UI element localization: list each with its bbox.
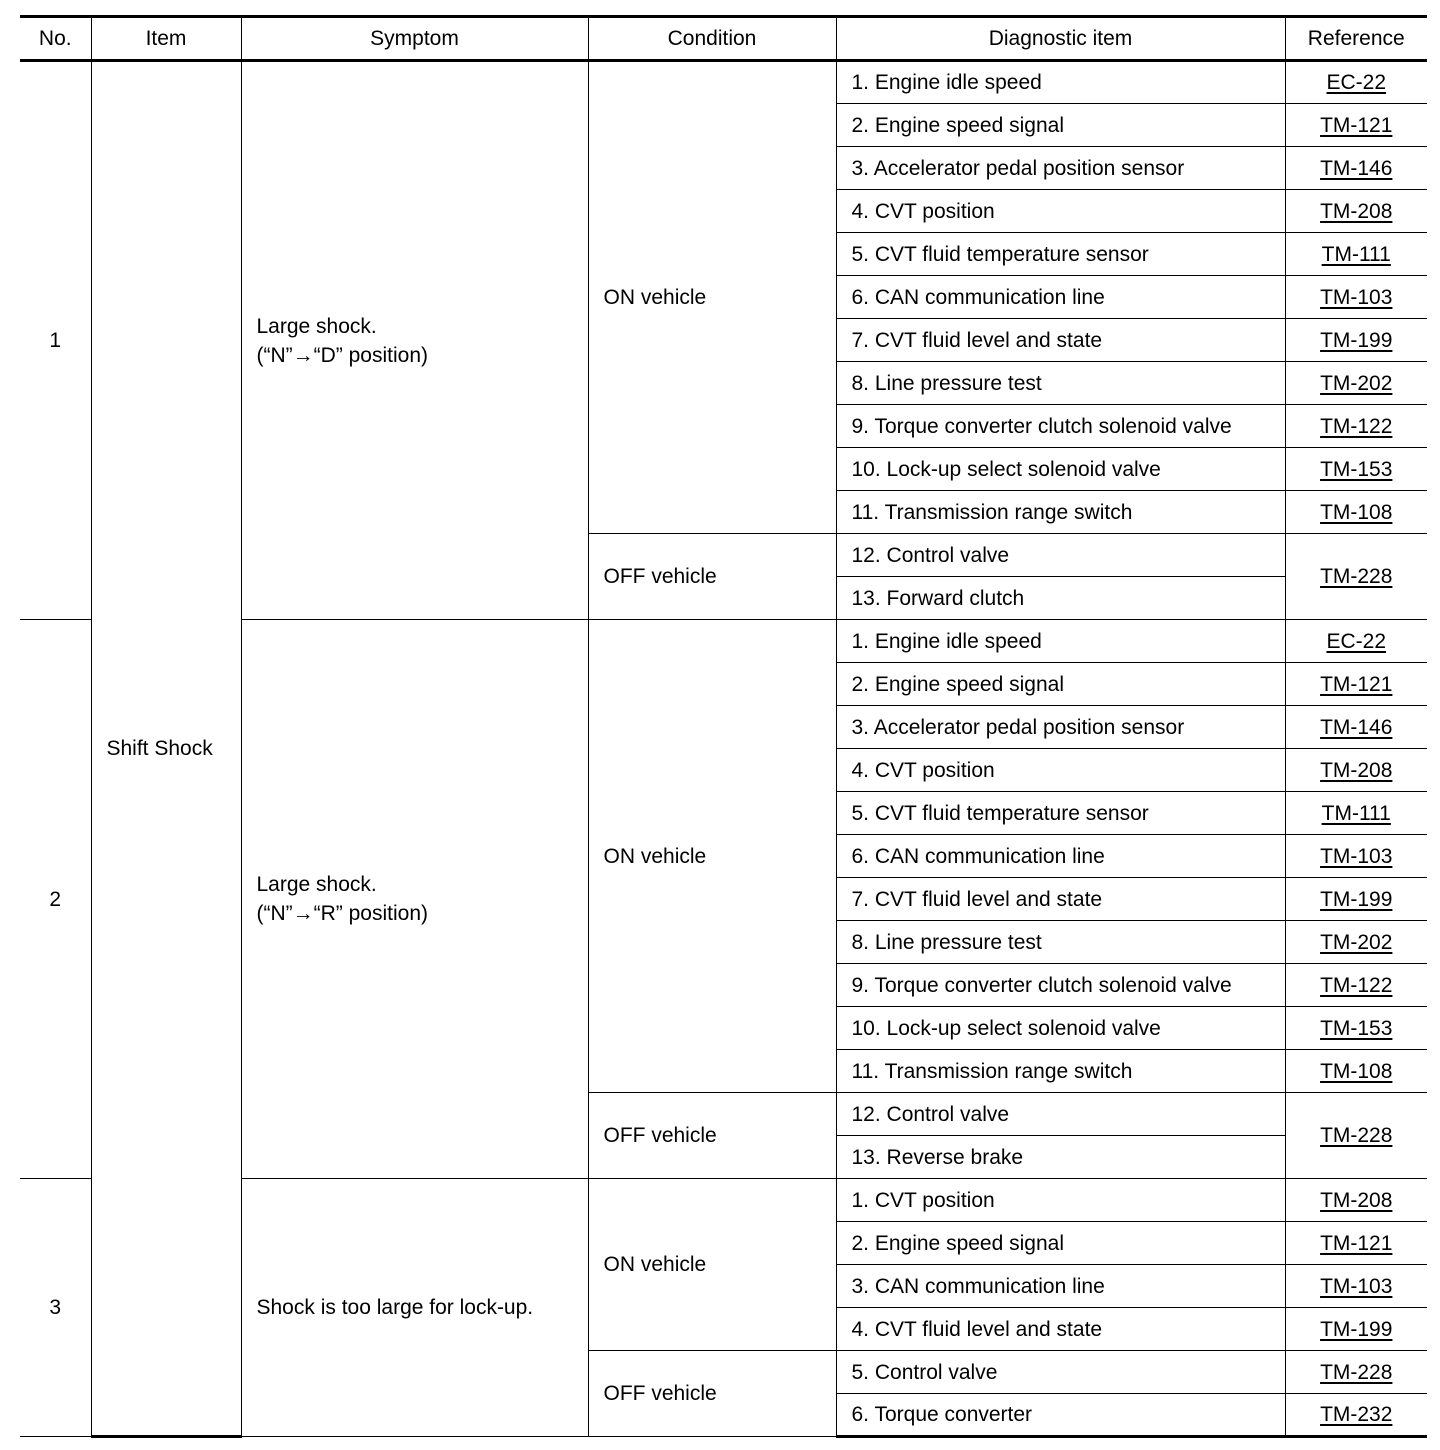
symptom-cell — [241, 620, 588, 1179]
reference-link[interactable]: TM-199 — [1320, 328, 1393, 352]
diagnostic-item: 11. Transmission range switch — [836, 491, 1285, 534]
reference-cell — [1285, 1179, 1427, 1222]
diagnostic-item: 3. Accelerator pedal position sensor — [836, 147, 1285, 190]
reference-link[interactable]: EC-22 — [1326, 71, 1387, 94]
row-number: 2 — [20, 620, 91, 1179]
reference-cell — [1285, 1222, 1427, 1265]
diagnostic-item: 2. Engine speed signal — [836, 663, 1285, 706]
symptom-line: Large shock. — [256, 873, 377, 896]
condition-off-vehicle: OFF vehicle — [588, 534, 836, 620]
reference-cell — [1285, 104, 1427, 147]
reference-cell — [1285, 147, 1427, 190]
reference-cell — [1285, 663, 1427, 706]
diagnosis-table — [20, 15, 1427, 1438]
diagnostic-item: 5. CVT fluid temperature sensor — [836, 233, 1285, 276]
reference-link[interactable]: TM-153 — [1320, 1016, 1393, 1040]
reference-cell — [1285, 964, 1427, 1007]
reference-link[interactable]: TM-199 — [1320, 1317, 1393, 1341]
reference-link[interactable]: TM-122 — [1320, 973, 1393, 997]
diagnostic-item: 3. Accelerator pedal position sensor — [836, 706, 1285, 749]
diagnostic-item: 1. Engine idle speed — [836, 620, 1285, 663]
diagnostic-item: 6. CAN communication line — [836, 835, 1285, 878]
reference-link[interactable]: TM-228 — [1320, 565, 1393, 588]
header-diagnostic-item: Diagnostic item — [836, 17, 1285, 61]
reference-cell — [1285, 878, 1427, 921]
row-number: 3 — [20, 1179, 91, 1437]
symptom-line: (“N”→“R” position) — [256, 902, 429, 925]
reference-link[interactable]: TM-208 — [1320, 758, 1393, 782]
reference-link[interactable]: TM-228 — [1320, 1124, 1393, 1147]
reference-link[interactable]: TM-121 — [1320, 672, 1393, 696]
reference-cell — [1285, 1351, 1427, 1394]
diagnostic-item: 8. Line pressure test — [836, 921, 1285, 964]
reference-link[interactable]: TM-208 — [1320, 1188, 1393, 1212]
reference-cell — [1285, 620, 1427, 663]
symptom-line: Large shock. — [256, 314, 377, 338]
reference-link[interactable]: TM-111 — [1321, 801, 1391, 825]
reference-cell — [1285, 448, 1427, 491]
reference-link[interactable]: TM-103 — [1320, 1274, 1393, 1298]
symptom-line: (“N”→“D” position) — [256, 343, 429, 367]
reference-cell — [1285, 835, 1427, 878]
reference-link[interactable]: TM-122 — [1320, 414, 1393, 438]
reference-link[interactable]: TM-103 — [1320, 285, 1393, 309]
table-body — [20, 61, 1427, 1437]
diagnostic-item: 4. CVT fluid level and state — [836, 1308, 1285, 1351]
diagnostic-item: 6. Torque converter — [836, 1394, 1285, 1437]
diagnostic-item: 6. CAN communication line — [836, 276, 1285, 319]
header-no: No. — [20, 17, 91, 61]
diagnostic-item: 2. Engine speed signal — [836, 1222, 1285, 1265]
diagnostic-item: 8. Line pressure test — [836, 362, 1285, 405]
header-item: Item — [91, 17, 241, 61]
diagnostic-item: 12. Control valve — [836, 1093, 1285, 1136]
reference-link[interactable]: TM-146 — [1320, 715, 1393, 739]
reference-link[interactable]: TM-232 — [1320, 1403, 1393, 1426]
diagnostic-item: 3. CAN communication line — [836, 1265, 1285, 1308]
reference-cell — [1285, 190, 1427, 233]
reference-cell — [1285, 233, 1427, 276]
reference-cell — [1285, 362, 1427, 405]
reference-link[interactable]: TM-108 — [1320, 500, 1393, 524]
reference-link[interactable]: TM-153 — [1320, 457, 1393, 481]
condition-off-vehicle: OFF vehicle — [588, 1351, 836, 1437]
reference-link[interactable]: TM-202 — [1320, 371, 1393, 395]
diagnostic-item: 10. Lock-up select solenoid valve — [836, 448, 1285, 491]
reference-link[interactable]: TM-111 — [1321, 242, 1391, 266]
diagnostic-item: 1. CVT position — [836, 1179, 1285, 1222]
header-reference: Reference — [1285, 17, 1427, 61]
diagnostic-item: 2. Engine speed signal — [836, 104, 1285, 147]
diagnostic-item: 11. Transmission range switch — [836, 1050, 1285, 1093]
reference-link[interactable]: TM-199 — [1320, 887, 1393, 911]
row-number: 1 — [20, 61, 91, 620]
diagnostic-item: 12. Control valve — [836, 534, 1285, 577]
header-symptom: Symptom — [241, 17, 588, 61]
reference-cell — [1285, 491, 1427, 534]
reference-cell — [1285, 1050, 1427, 1093]
reference-link[interactable]: TM-146 — [1320, 156, 1393, 180]
diagnostic-item: 7. CVT fluid level and state — [836, 319, 1285, 362]
reference-link[interactable]: TM-121 — [1320, 1231, 1393, 1255]
diagnostic-item: 9. Torque converter clutch solenoid valve — [836, 964, 1285, 1007]
diagnostic-item: 10. Lock-up select solenoid valve — [836, 1007, 1285, 1050]
reference-cell — [1285, 405, 1427, 448]
condition-off-vehicle: OFF vehicle — [588, 1093, 836, 1179]
reference-cell — [1285, 1093, 1427, 1179]
diagnostic-item: 13. Reverse brake — [836, 1136, 1285, 1179]
reference-link[interactable]: TM-121 — [1320, 113, 1393, 137]
reference-link[interactable]: TM-202 — [1320, 930, 1393, 954]
diagnostic-item: 9. Torque converter clutch solenoid valve — [836, 405, 1285, 448]
reference-link[interactable]: TM-108 — [1320, 1059, 1393, 1083]
symptom-cell — [241, 1179, 588, 1437]
reference-link[interactable]: TM-228 — [1320, 1360, 1393, 1384]
diagnostic-item: 4. CVT position — [836, 749, 1285, 792]
item-cell: Shift Shock — [91, 61, 241, 1437]
reference-link[interactable]: EC-22 — [1326, 629, 1387, 653]
reference-cell — [1285, 749, 1427, 792]
reference-cell — [1285, 706, 1427, 749]
condition-on-vehicle: ON vehicle — [588, 620, 836, 1093]
reference-cell — [1285, 276, 1427, 319]
reference-cell — [1285, 319, 1427, 362]
reference-cell — [1285, 61, 1427, 104]
reference-link[interactable]: TM-208 — [1320, 199, 1393, 223]
reference-cell — [1285, 792, 1427, 835]
header-condition: Condition — [588, 17, 836, 61]
reference-link[interactable]: TM-103 — [1320, 844, 1393, 868]
reference-cell — [1285, 1394, 1427, 1437]
diagnostic-item: 7. CVT fluid level and state — [836, 878, 1285, 921]
reference-cell — [1285, 1308, 1427, 1351]
table-row — [20, 61, 1427, 104]
symptom-cell — [241, 61, 588, 620]
diagnostic-item: 13. Forward clutch — [836, 577, 1285, 620]
condition-on-vehicle: ON vehicle — [588, 61, 836, 534]
header-row — [20, 17, 1427, 61]
reference-cell — [1285, 534, 1427, 620]
reference-cell — [1285, 1265, 1427, 1308]
reference-cell — [1285, 1007, 1427, 1050]
symptom-line: Shock is too large for lock-up. — [256, 1296, 534, 1319]
condition-on-vehicle: ON vehicle — [588, 1179, 836, 1351]
diagnostic-item: 1. Engine idle speed — [836, 61, 1285, 104]
diagnostic-item: 5. CVT fluid temperature sensor — [836, 792, 1285, 835]
diagnostic-item: 5. Control valve — [836, 1351, 1285, 1394]
diagnostic-item: 4. CVT position — [836, 190, 1285, 233]
reference-cell — [1285, 921, 1427, 964]
